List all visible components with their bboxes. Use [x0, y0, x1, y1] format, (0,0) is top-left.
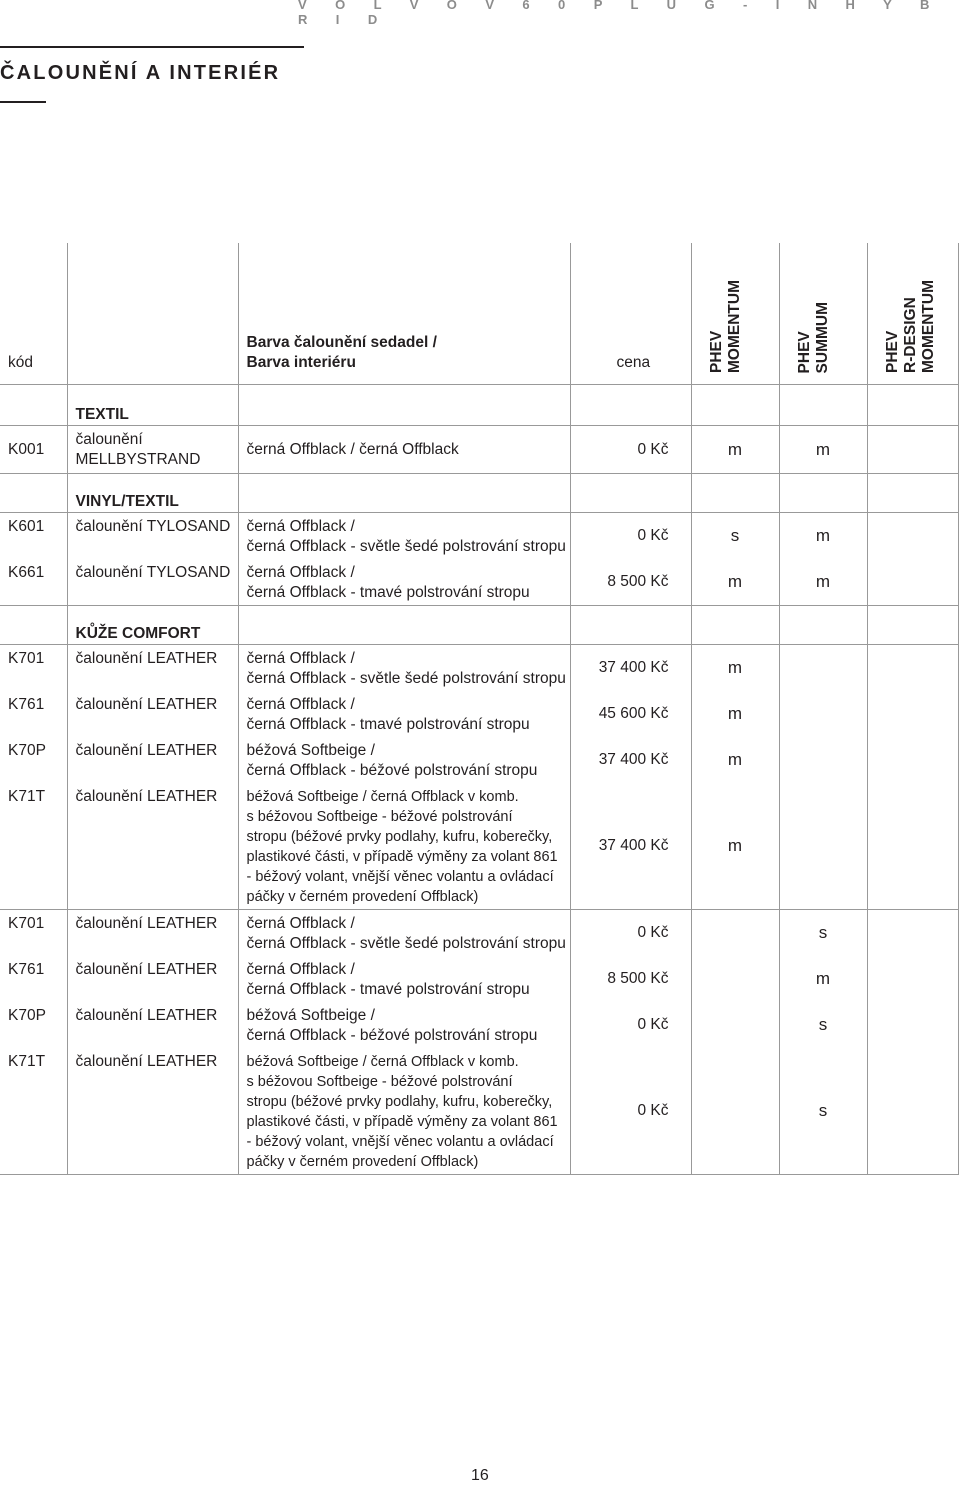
- table-row: K001 čalounění MELLBYSTRAND černá Offblack / černá Offblack 0 Kč m m: [0, 426, 958, 474]
- brand-header: V O L V O V 6 0 P L U G - I N H Y B R I D: [298, 0, 942, 27]
- table-row: K761 čalounění LEATHER černá Offblack / černá Offblack - tmavé polstrování stropu 8 500 Kč m: [0, 956, 958, 1002]
- section-title: KŮŽE COMFORT: [67, 606, 238, 645]
- section-row-vinyl: [0, 474, 958, 513]
- column-header-phev-momentum: PHEV MOMENTUM: [691, 243, 779, 385]
- page-number: 16: [471, 1467, 489, 1484]
- upholstery-table: [0, 243, 959, 1175]
- column-header-phev-summum: PHEV SUMMUM: [779, 243, 867, 385]
- table-row: K70P čalounění LEATHER béžová Softbeige / černá Offblack - béžové polstrování stropu 37 400 Kč m: [0, 737, 958, 783]
- column-header-price: cena: [570, 243, 691, 385]
- table-row: K701 čalounění LEATHER černá Offblack / černá Offblack - světle šedé polstrování stropu 37 400 Kč m: [0, 645, 958, 692]
- page-title: ČALOUNĚNÍ A INTERIÉR: [0, 62, 281, 84]
- section-row-textil: [0, 385, 958, 426]
- table-row: K601 čalounění TYLOSAND černá Offblack / černá Offblack - světle šedé polstrování stropu 0 Kč s m: [0, 513, 958, 560]
- table-row: K661 čalounění TYLOSAND černá Offblack / černá Offblack - tmavé polstrování stropu 8 500 Kč m m: [0, 559, 958, 606]
- table-row: K701 čalounění LEATHER černá Offblack / černá Offblack - světle šedé polstrování stropu 0 Kč s: [0, 910, 958, 957]
- column-header-code: kód: [0, 243, 67, 385]
- table-row: K761 čalounění LEATHER černá Offblack / černá Offblack - tmavé polstrování stropu 45 600 Kč m: [0, 691, 958, 737]
- title-underline: [0, 101, 46, 103]
- table-header-row: [0, 243, 958, 385]
- section-title: VINYL/TEXTIL: [67, 474, 238, 513]
- column-header-color: Barva čalounění sedadel / Barva interiéru: [238, 243, 570, 385]
- header-rule: [0, 46, 304, 48]
- table-row: K70P čalounění LEATHER béžová Softbeige / černá Offblack - béžové polstrování stropu 0 Kč s: [0, 1002, 958, 1048]
- column-header-phev-rdesign-momentum: PHEV R-DESIGN MOMENTUM: [867, 243, 958, 385]
- table-row: K71T čalounění LEATHER béžová Softbeige / černá Offblack v komb. s béžovou Softbeige - béžové polstrování stropu (béžové prvky podlahy, kufru, koberečky, plastikové části, v případě výměny za volant 861 - béžový volant, vnější věnec volantu a ovládací páčky v černém provedení Offblack) 37 400 Kč m: [0, 783, 958, 910]
- section-title: TEXTIL: [67, 385, 238, 426]
- section-row-kuze: [0, 606, 958, 645]
- table-row: K71T čalounění LEATHER béžová Softbeige / černá Offblack v komb. s béžovou Softbeige - béžové polstrování stropu (béžové prvky podlahy, kufru, koberečky, plastikové části, v případě výměny za volant 861 - béžový volant, vnější věnec volantu a ovládací páčky v černém provedení Offblack) 0 Kč s: [0, 1048, 958, 1175]
